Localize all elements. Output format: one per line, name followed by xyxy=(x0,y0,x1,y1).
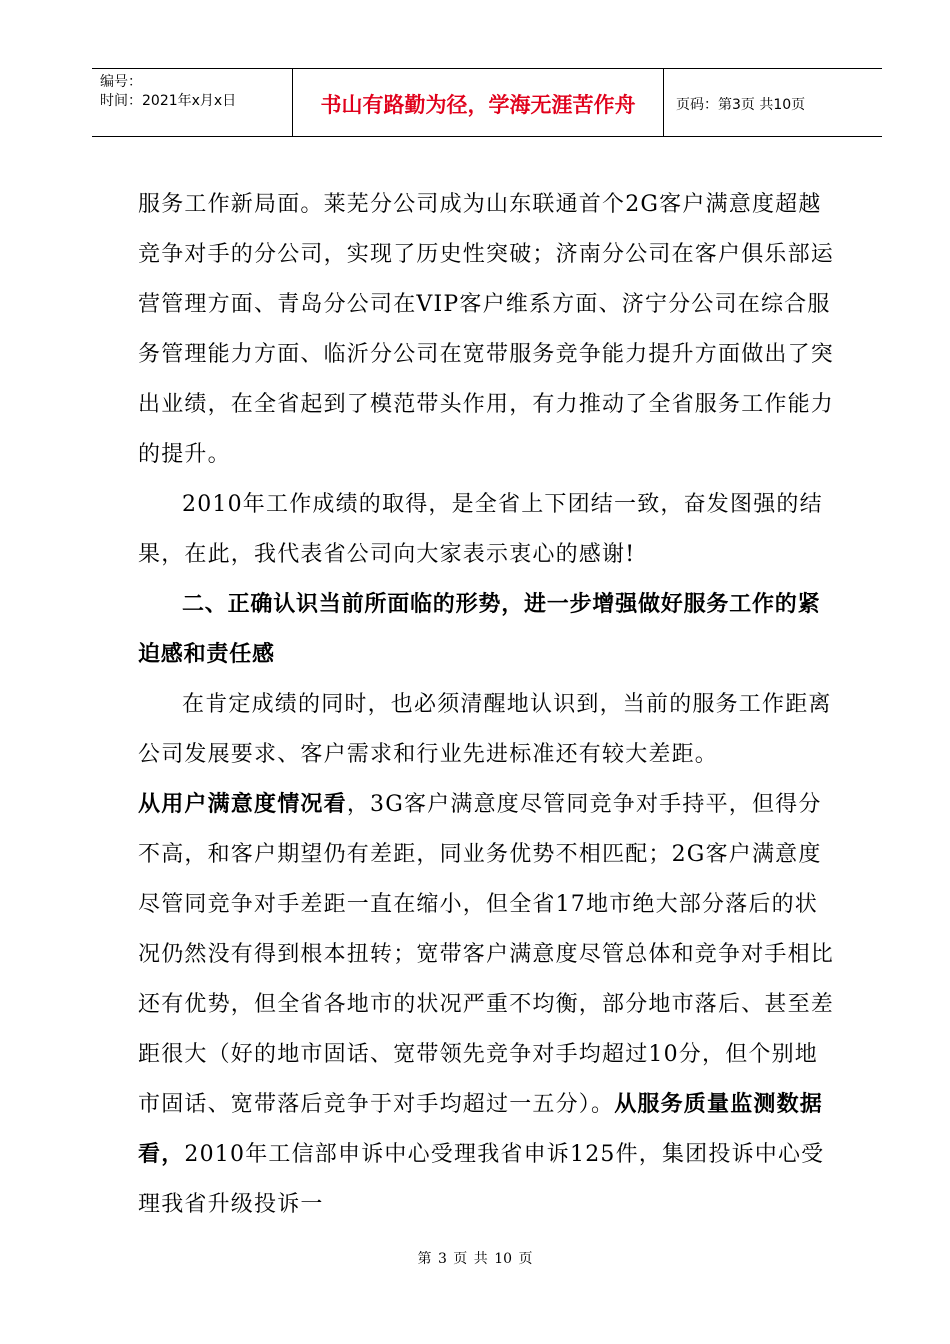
paragraph-4-bold-lead-2: 从服务质量监测数据看， xyxy=(138,1092,824,1167)
page-footer: 第 3 页 共 10 页 xyxy=(417,1251,533,1267)
paragraph-2: 2010年工作成绩的取得，是全省上下团结一致，奋发图强的结果，在此，我代表省公司向大家表示衷心的感谢! xyxy=(138,492,823,567)
paragraph-4-text: ，3G客户满意度尽管同竞争对手持平，但得分不高，和客户期望仍有差距，同业务优势不相匹配；2G客户满意度尽管同竞争对手差距一直在缩小，但全省17地市绝大部分落后的状况仍然没有得到根本扭转；宽带客户满意度尽管总体和竞争对手相比还有优势，但全省各地市的状况严重不均衡，部分地市落后、甚至差距很大（好的地市固话、宽带领先竞争对手均超过10分，但个别地市固话、宽带落后竞争于对手均超过一五分）。 xyxy=(138,792,835,1117)
paragraph-4 xyxy=(138,780,836,1230)
paragraph-4-text-2: 2010年工信部申诉中心受理我省申诉125件，集团投诉中心受理我省升级投诉一 xyxy=(138,1142,825,1217)
paragraph-3: 在肯定成绩的同时，也必须清醒地认识到，当前的服务工作距离公司发展要求、客户需求和行业先进标准还有较大差距。 xyxy=(138,692,832,767)
section-heading-2: 二、正确认识当前所面临的形势，进一步增强做好服务工作的紧迫感和责任感 xyxy=(138,592,821,667)
paragraph-1: 服务工作新局面。莱芜分公司成为山东联通首个2G客户满意度超越竞争对手的分公司，实现了历史性突破；济南分公司在客户俱乐部运营管理方面、青岛分公司在VIP客户维系方面、济宁分公司在综合服务管理能力方面、临沂分公司在宽带服务竞争能力提升方面做出了突出业绩，在全省起到了模范带头作用，有力推动了全省服务工作能力的提升。 xyxy=(138,192,835,467)
doc-number-label: 编号： xyxy=(100,74,142,90)
header-motto: 书山有路勤为径，学海无涯苦作舟 xyxy=(292,69,664,136)
header-meta xyxy=(92,69,292,136)
document-body xyxy=(138,180,836,1230)
paragraph-4-bold-lead: 从用户满意度情况看 xyxy=(138,792,347,817)
header-page-code: 页码：第3页 共10页 xyxy=(676,96,806,113)
doc-time-label: 时间：2021年x月x日 xyxy=(100,93,237,109)
page-header xyxy=(92,68,882,137)
